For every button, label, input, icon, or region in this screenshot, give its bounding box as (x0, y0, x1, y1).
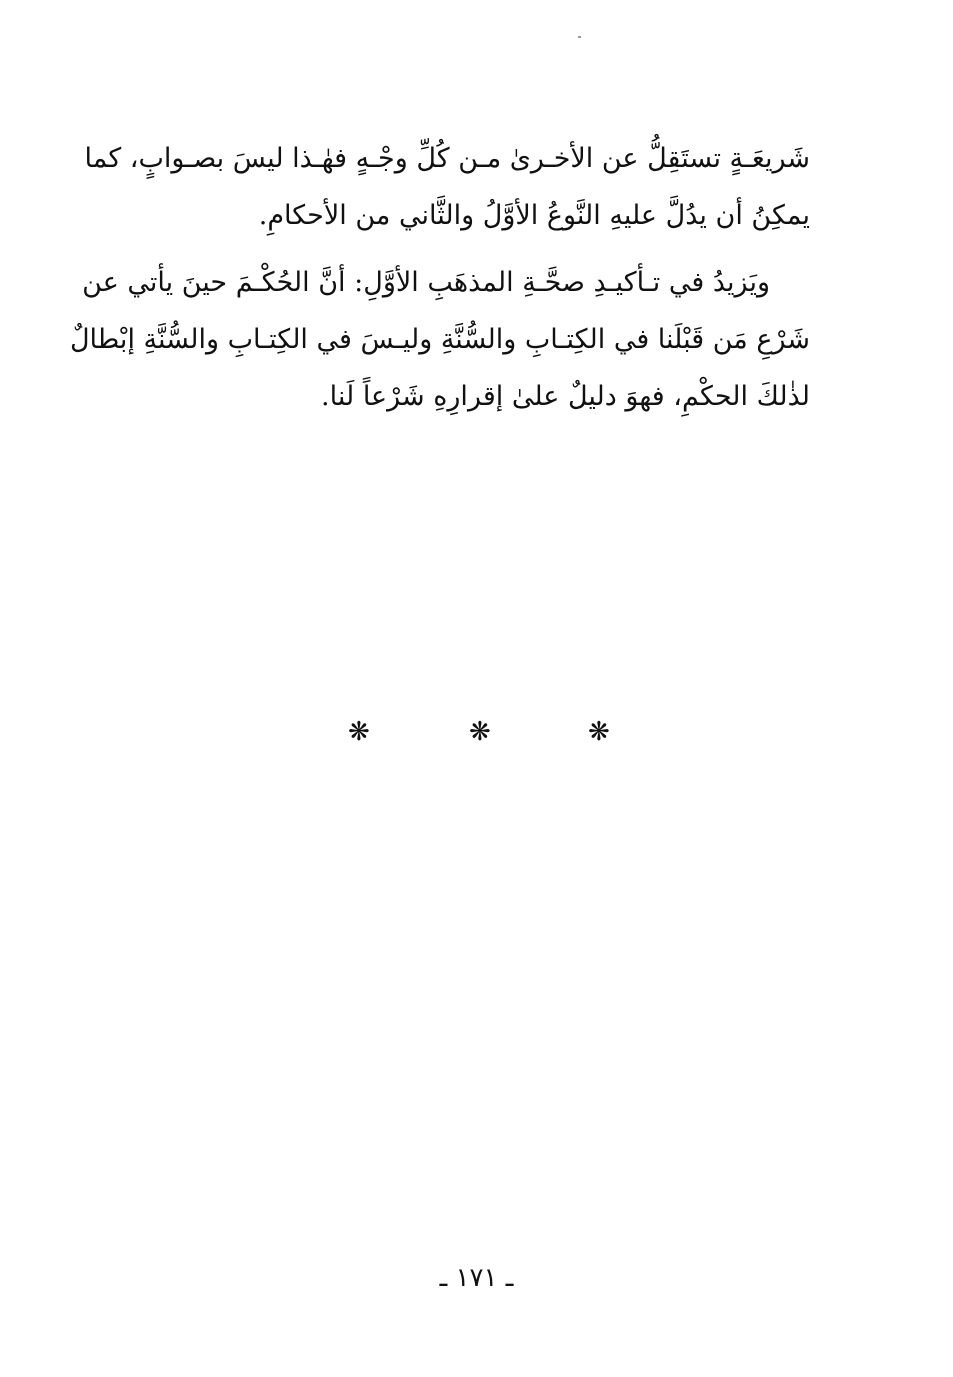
paragraph-2 (69, 254, 810, 425)
paragraph-1 (84, 130, 810, 244)
asterism-icon: ❋ (348, 717, 370, 747)
body-text (69, 130, 810, 425)
scan-mark (578, 36, 581, 38)
asterism-icon: ❋ (469, 717, 491, 747)
section-separator (0, 712, 953, 752)
asterism-icon: ❋ (588, 717, 610, 747)
paragraph-line: يمكِنُ أن يدُلَّ عليهِ النَّوعُ الأوَّلُ والثَّاني من الأحكامِ. (258, 200, 810, 231)
page-number: ـ ١٧١ ـ (439, 1263, 514, 1293)
paragraph-line: شَريعَـةٍ تستَقِلُّ عن الأخـرىٰ مـن كُلِّ وجْـهٍ فهٰـذا ليسَ بصـوابٍ، كما (84, 143, 810, 174)
paragraph-line: ويَزيدُ في تـأكيـدِ صحَّـةِ المذهَبِ الأوَّلِ: أنَّ الحُكْـمَ حينَ يأتي عن (82, 267, 770, 298)
paragraph-line: لذٰلكَ الحكْمِ، فهوَ دليلٌ علىٰ إقرارِهِ شَرْعاً لَنا. (321, 381, 810, 412)
paragraph-line: شَرْعِ مَن قَبْلَنا في الكِتـابِ والسُّنَّةِ وليـسَ في الكِتـابِ والسُّنَّةِ إبْطالٌ (69, 324, 810, 355)
